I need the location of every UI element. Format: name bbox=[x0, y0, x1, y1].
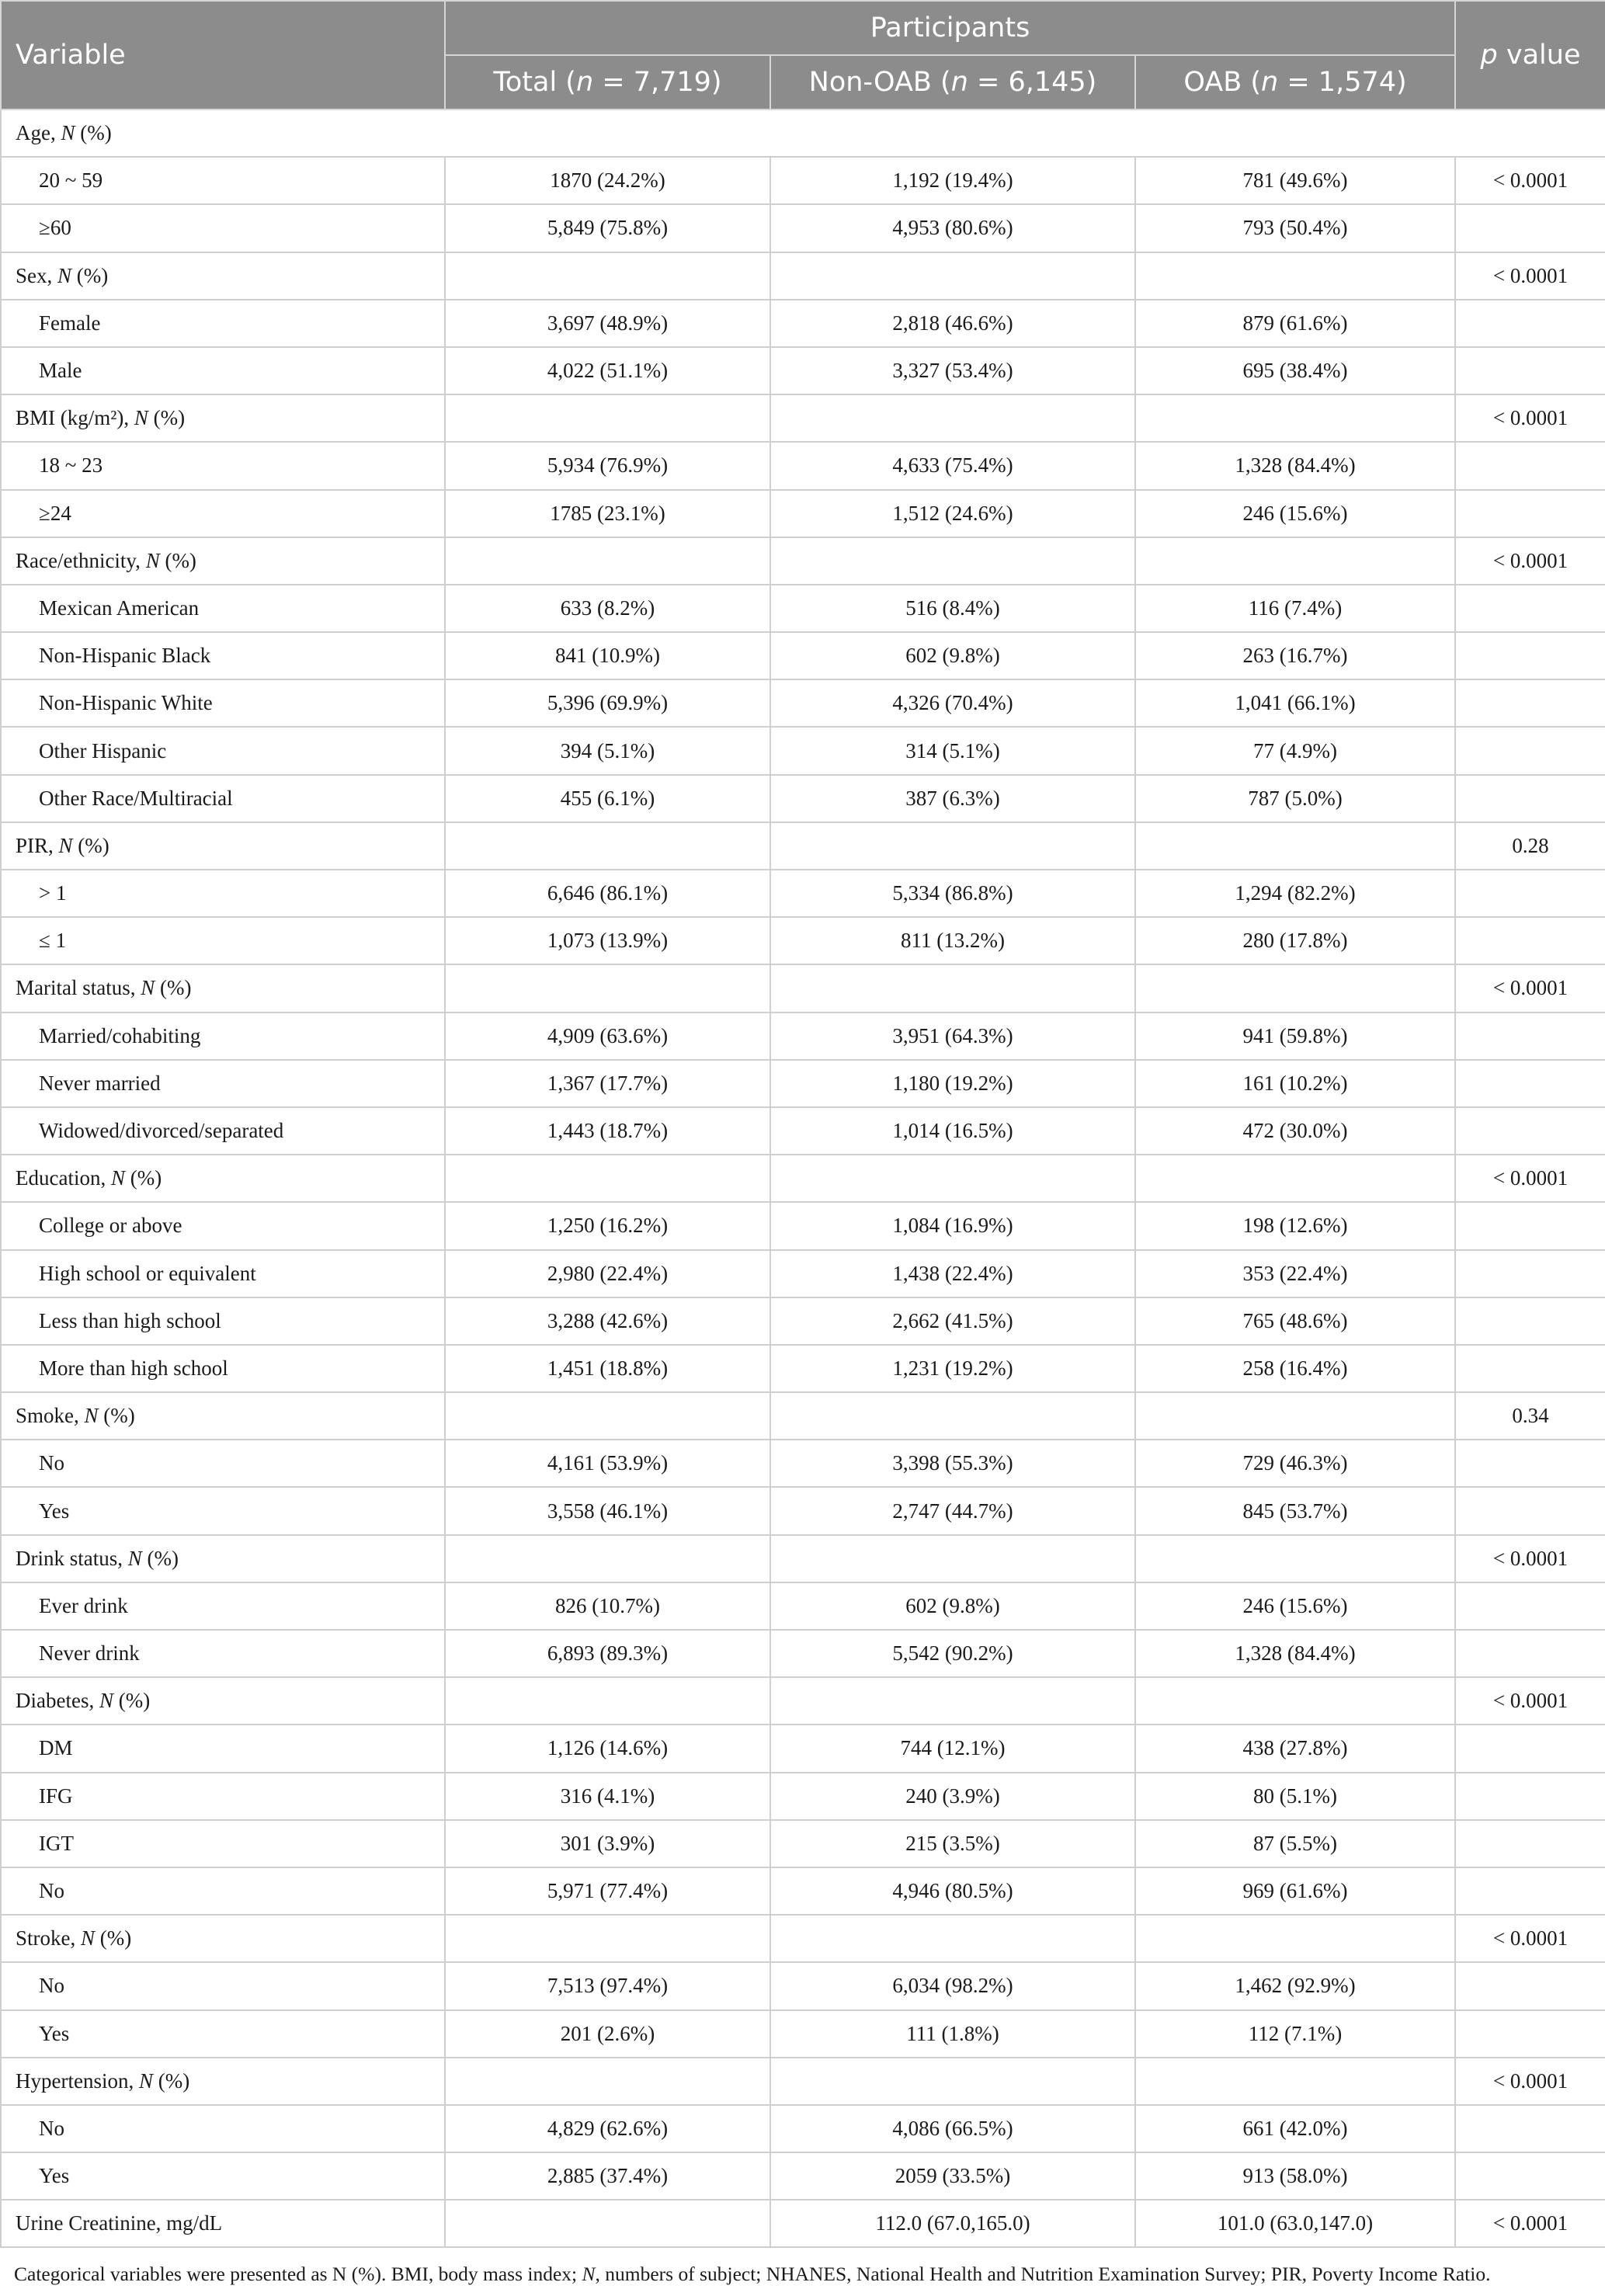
cell-total: 201 (2.6%) bbox=[445, 2010, 770, 2058]
cell-oab: 80 (5.1%) bbox=[1135, 1773, 1455, 1820]
table-row bbox=[1, 204, 1605, 252]
cell-non-oab: 2059 (33.5%) bbox=[770, 2152, 1135, 2200]
cell-oab: 1,328 (84.4%) bbox=[1135, 442, 1455, 489]
table-row bbox=[1, 109, 1605, 157]
cell-oab bbox=[1135, 822, 1455, 870]
cell-non-oab: 1,180 (19.2%) bbox=[770, 1060, 1135, 1107]
cell-label: Yes bbox=[1, 2010, 445, 2058]
cell-total: 4,829 (62.6%) bbox=[445, 2105, 770, 2152]
cell-non-oab: 811 (13.2%) bbox=[770, 917, 1135, 964]
cell-label: College or above bbox=[1, 1202, 445, 1249]
cell-non-oab: 5,542 (90.2%) bbox=[770, 1630, 1135, 1677]
table-row bbox=[1, 679, 1605, 727]
cell-label: Widowed/divorced/separated bbox=[1, 1107, 445, 1155]
cell-non-oab: 4,633 (75.4%) bbox=[770, 442, 1135, 489]
cell-total bbox=[445, 2058, 770, 2105]
cell-oab: 246 (15.6%) bbox=[1135, 490, 1455, 537]
table-row bbox=[1, 1345, 1605, 1392]
table-row bbox=[1, 2200, 1605, 2247]
cell-non-oab: 387 (6.3%) bbox=[770, 775, 1135, 822]
cell-p bbox=[1455, 1582, 1605, 1630]
table-row bbox=[1, 1725, 1605, 1772]
cell-oab: 472 (30.0%) bbox=[1135, 1107, 1455, 1155]
cell-non-oab: 111 (1.8%) bbox=[770, 2010, 1135, 2058]
cell-oab: 969 (61.6%) bbox=[1135, 1867, 1455, 1915]
cell-non-oab: 516 (8.4%) bbox=[770, 585, 1135, 632]
cell-non-oab: 3,327 (53.4%) bbox=[770, 347, 1135, 394]
table-row bbox=[1, 822, 1605, 870]
cell-oab bbox=[1135, 1915, 1455, 1962]
table-row bbox=[1, 1820, 1605, 1867]
cell-p bbox=[1455, 1867, 1605, 1915]
cell-oab: 87 (5.5%) bbox=[1135, 1820, 1455, 1867]
table-row bbox=[1, 1915, 1605, 1962]
cell-label: ≤ 1 bbox=[1, 917, 445, 964]
table-row bbox=[1, 1013, 1605, 1060]
cell-non-oab bbox=[770, 2058, 1135, 2105]
cell-non-oab: 240 (3.9%) bbox=[770, 1773, 1135, 1820]
cell-non-oab: 4,953 (80.6%) bbox=[770, 204, 1135, 252]
table-row bbox=[1, 585, 1605, 632]
cell-total: 5,934 (76.9%) bbox=[445, 442, 770, 489]
cell-non-oab bbox=[770, 1392, 1135, 1440]
cell-p bbox=[1455, 1013, 1605, 1060]
table-row bbox=[1, 1630, 1605, 1677]
header-variable: Variable bbox=[1, 1, 445, 109]
cell-p: < 0.0001 bbox=[1455, 394, 1605, 442]
cell-label: Ever drink bbox=[1, 1582, 445, 1630]
cell-non-oab bbox=[770, 1915, 1135, 1962]
cell-total: 5,849 (75.8%) bbox=[445, 204, 770, 252]
header-total: Total (n = 7,719) bbox=[445, 55, 770, 109]
cell-oab: 258 (16.4%) bbox=[1135, 1345, 1455, 1392]
cell-total bbox=[445, 252, 770, 300]
cell-p bbox=[1455, 490, 1605, 537]
cell-total: 6,646 (86.1%) bbox=[445, 870, 770, 917]
cell-non-oab bbox=[770, 1155, 1135, 1202]
table-row bbox=[1, 442, 1605, 489]
cell-oab bbox=[1135, 1677, 1455, 1725]
table-row bbox=[1, 252, 1605, 300]
table-row bbox=[1, 1677, 1605, 1725]
cell-p bbox=[1455, 1060, 1605, 1107]
cell-label: Hypertension, N (%) bbox=[1, 2058, 445, 2105]
cell-oab: 1,041 (66.1%) bbox=[1135, 679, 1455, 727]
table-body bbox=[1, 109, 1605, 2247]
cell-label: Education, N (%) bbox=[1, 1155, 445, 1202]
cell-oab: 913 (58.0%) bbox=[1135, 2152, 1455, 2200]
cell-label: Yes bbox=[1, 2152, 445, 2200]
cell-total bbox=[445, 2200, 770, 2247]
cell-total: 1,250 (16.2%) bbox=[445, 1202, 770, 1249]
cell-label: Married/cohabiting bbox=[1, 1013, 445, 1060]
cell-oab: 280 (17.8%) bbox=[1135, 917, 1455, 964]
cell-oab: 112 (7.1%) bbox=[1135, 2010, 1455, 2058]
table-row bbox=[1, 1202, 1605, 1249]
cell-label: Sex, N (%) bbox=[1, 252, 445, 300]
cell-p bbox=[1455, 1250, 1605, 1297]
cell-p bbox=[1455, 1630, 1605, 1677]
cell-p bbox=[1455, 2010, 1605, 2058]
cell-total bbox=[445, 822, 770, 870]
cell-non-oab: 5,334 (86.8%) bbox=[770, 870, 1135, 917]
cell-oab: 661 (42.0%) bbox=[1135, 2105, 1455, 2152]
cell-total bbox=[445, 964, 770, 1012]
cell-non-oab: 215 (3.5%) bbox=[770, 1820, 1135, 1867]
cell-total: 826 (10.7%) bbox=[445, 1582, 770, 1630]
cell-non-oab: 1,192 (19.4%) bbox=[770, 157, 1135, 204]
cell-total: 1,367 (17.7%) bbox=[445, 1060, 770, 1107]
cell-p bbox=[1455, 585, 1605, 632]
cell-non-oab: 2,662 (41.5%) bbox=[770, 1297, 1135, 1345]
table-row bbox=[1, 537, 1605, 585]
cell-oab: 729 (46.3%) bbox=[1135, 1440, 1455, 1487]
cell-total: 4,161 (53.9%) bbox=[445, 1440, 770, 1487]
cell-non-oab: 4,946 (80.5%) bbox=[770, 1867, 1135, 1915]
cell-total: 4,909 (63.6%) bbox=[445, 1013, 770, 1060]
cell-total: 3,697 (48.9%) bbox=[445, 300, 770, 347]
cell-oab: 438 (27.8%) bbox=[1135, 1725, 1455, 1772]
cell-p bbox=[1455, 2152, 1605, 2200]
table-row bbox=[1, 1582, 1605, 1630]
cell-total bbox=[445, 1915, 770, 1962]
cell-total: 2,980 (22.4%) bbox=[445, 1250, 770, 1297]
cell-label: Less than high school bbox=[1, 1297, 445, 1345]
cell-label: Marital status, N (%) bbox=[1, 964, 445, 1012]
table-row bbox=[1, 1060, 1605, 1107]
cell-total bbox=[445, 1155, 770, 1202]
cell-p bbox=[1455, 775, 1605, 822]
cell-non-oab bbox=[770, 1535, 1135, 1582]
table-row bbox=[1, 727, 1605, 774]
cell-oab: 781 (49.6%) bbox=[1135, 157, 1455, 204]
header-participants: Participants bbox=[445, 1, 1455, 55]
table-row bbox=[1, 1962, 1605, 2009]
cell-p: < 0.0001 bbox=[1455, 2058, 1605, 2105]
cell-p bbox=[1455, 1202, 1605, 1249]
cell-total: 5,396 (69.9%) bbox=[445, 679, 770, 727]
header-p-value: p value bbox=[1455, 1, 1605, 109]
cell-total: 301 (3.9%) bbox=[445, 1820, 770, 1867]
cell-label: Race/ethnicity, N (%) bbox=[1, 537, 445, 585]
cell-label: Age, N (%) bbox=[1, 109, 1605, 157]
cell-total: 455 (6.1%) bbox=[445, 775, 770, 822]
cell-p bbox=[1455, 917, 1605, 964]
cell-oab: 1,328 (84.4%) bbox=[1135, 1630, 1455, 1677]
cell-non-oab: 4,086 (66.5%) bbox=[770, 2105, 1135, 2152]
cell-p: < 0.0001 bbox=[1455, 1155, 1605, 1202]
cell-label: Other Hispanic bbox=[1, 727, 445, 774]
table-row bbox=[1, 1440, 1605, 1487]
cell-p bbox=[1455, 870, 1605, 917]
cell-oab bbox=[1135, 394, 1455, 442]
cell-label: Drink status, N (%) bbox=[1, 1535, 445, 1582]
cell-oab bbox=[1135, 252, 1455, 300]
cell-p bbox=[1455, 1487, 1605, 1534]
cell-p bbox=[1455, 1725, 1605, 1772]
cell-total: 1870 (24.2%) bbox=[445, 157, 770, 204]
cell-total: 3,558 (46.1%) bbox=[445, 1487, 770, 1534]
cell-total bbox=[445, 1392, 770, 1440]
table-row bbox=[1, 347, 1605, 394]
cell-oab: 77 (4.9%) bbox=[1135, 727, 1455, 774]
table-row bbox=[1, 300, 1605, 347]
cell-p: 0.34 bbox=[1455, 1392, 1605, 1440]
cell-label: DM bbox=[1, 1725, 445, 1772]
table-row bbox=[1, 1155, 1605, 1202]
cell-non-oab bbox=[770, 252, 1135, 300]
table-row bbox=[1, 394, 1605, 442]
table-row bbox=[1, 632, 1605, 679]
cell-label: Diabetes, N (%) bbox=[1, 1677, 445, 1725]
cell-non-oab: 112.0 (67.0,165.0) bbox=[770, 2200, 1135, 2247]
cell-total: 1,073 (13.9%) bbox=[445, 917, 770, 964]
cell-non-oab: 602 (9.8%) bbox=[770, 1582, 1135, 1630]
cell-p: < 0.0001 bbox=[1455, 1915, 1605, 1962]
cell-oab: 793 (50.4%) bbox=[1135, 204, 1455, 252]
cell-non-oab: 1,231 (19.2%) bbox=[770, 1345, 1135, 1392]
cell-oab bbox=[1135, 964, 1455, 1012]
cell-p bbox=[1455, 442, 1605, 489]
cell-non-oab: 2,747 (44.7%) bbox=[770, 1487, 1135, 1534]
cell-label: Yes bbox=[1, 1487, 445, 1534]
cell-total: 1,443 (18.7%) bbox=[445, 1107, 770, 1155]
cell-oab bbox=[1135, 1535, 1455, 1582]
cell-total: 5,971 (77.4%) bbox=[445, 1867, 770, 1915]
cell-non-oab: 1,438 (22.4%) bbox=[770, 1250, 1135, 1297]
cell-oab: 765 (48.6%) bbox=[1135, 1297, 1455, 1345]
cell-non-oab: 1,084 (16.9%) bbox=[770, 1202, 1135, 1249]
cell-p: < 0.0001 bbox=[1455, 537, 1605, 585]
cell-p bbox=[1455, 727, 1605, 774]
table-row bbox=[1, 1487, 1605, 1534]
cell-label: 18 ~ 23 bbox=[1, 442, 445, 489]
cell-p: < 0.0001 bbox=[1455, 1535, 1605, 1582]
cell-p bbox=[1455, 1820, 1605, 1867]
cell-label: Urine Creatinine, mg/dL bbox=[1, 2200, 445, 2247]
cell-non-oab: 3,398 (55.3%) bbox=[770, 1440, 1135, 1487]
cell-label: > 1 bbox=[1, 870, 445, 917]
table-row bbox=[1, 2152, 1605, 2200]
cell-total: 3,288 (42.6%) bbox=[445, 1297, 770, 1345]
cell-p bbox=[1455, 1440, 1605, 1487]
table-row bbox=[1, 1867, 1605, 1915]
cell-total bbox=[445, 1677, 770, 1725]
cell-oab: 161 (10.2%) bbox=[1135, 1060, 1455, 1107]
cell-non-oab: 3,951 (64.3%) bbox=[770, 1013, 1135, 1060]
table-row bbox=[1, 490, 1605, 537]
cell-p: 0.28 bbox=[1455, 822, 1605, 870]
cell-total bbox=[445, 394, 770, 442]
table-row bbox=[1, 1107, 1605, 1155]
cell-oab bbox=[1135, 537, 1455, 585]
cell-total: 1,451 (18.8%) bbox=[445, 1345, 770, 1392]
cell-label: Stroke, N (%) bbox=[1, 1915, 445, 1962]
cell-total: 394 (5.1%) bbox=[445, 727, 770, 774]
cell-oab bbox=[1135, 2058, 1455, 2105]
cell-p bbox=[1455, 1345, 1605, 1392]
cell-non-oab: 744 (12.1%) bbox=[770, 1725, 1135, 1772]
cell-p bbox=[1455, 2105, 1605, 2152]
cell-label: PIR, N (%) bbox=[1, 822, 445, 870]
cell-p bbox=[1455, 1297, 1605, 1345]
table-row bbox=[1, 1392, 1605, 1440]
table-header bbox=[1, 1, 1605, 109]
cell-oab: 198 (12.6%) bbox=[1135, 1202, 1455, 1249]
cell-p: < 0.0001 bbox=[1455, 964, 1605, 1012]
cell-total: 841 (10.9%) bbox=[445, 632, 770, 679]
cell-label: Non-Hispanic White bbox=[1, 679, 445, 727]
cell-total: 4,022 (51.1%) bbox=[445, 347, 770, 394]
cell-p bbox=[1455, 1773, 1605, 1820]
cell-total: 316 (4.1%) bbox=[445, 1773, 770, 1820]
cell-oab: 101.0 (63.0,147.0) bbox=[1135, 2200, 1455, 2247]
cell-non-oab: 1,512 (24.6%) bbox=[770, 490, 1135, 537]
cell-oab: 1,462 (92.9%) bbox=[1135, 1962, 1455, 2009]
cell-oab: 695 (38.4%) bbox=[1135, 347, 1455, 394]
cell-label: ≥24 bbox=[1, 490, 445, 537]
cell-label: Mexican American bbox=[1, 585, 445, 632]
cell-label: IFG bbox=[1, 1773, 445, 1820]
cell-total bbox=[445, 537, 770, 585]
table-row bbox=[1, 2105, 1605, 2152]
cell-p bbox=[1455, 1107, 1605, 1155]
cell-label: ≥60 bbox=[1, 204, 445, 252]
cell-non-oab: 6,034 (98.2%) bbox=[770, 1962, 1135, 2009]
table-row bbox=[1, 775, 1605, 822]
table-row bbox=[1, 1535, 1605, 1582]
cell-non-oab bbox=[770, 537, 1135, 585]
cell-total: 633 (8.2%) bbox=[445, 585, 770, 632]
cell-oab: 1,294 (82.2%) bbox=[1135, 870, 1455, 917]
cell-oab: 353 (22.4%) bbox=[1135, 1250, 1455, 1297]
cell-label: Smoke, N (%) bbox=[1, 1392, 445, 1440]
cell-oab: 246 (15.6%) bbox=[1135, 1582, 1455, 1630]
cell-p bbox=[1455, 300, 1605, 347]
cell-label: No bbox=[1, 1962, 445, 2009]
cell-label: Non-Hispanic Black bbox=[1, 632, 445, 679]
cell-p: < 0.0001 bbox=[1455, 157, 1605, 204]
cell-label: Female bbox=[1, 300, 445, 347]
cell-label: 20 ~ 59 bbox=[1, 157, 445, 204]
header-non-oab: Non-OAB (n = 6,145) bbox=[770, 55, 1135, 109]
cell-label: More than high school bbox=[1, 1345, 445, 1392]
cell-label: Never married bbox=[1, 1060, 445, 1107]
cell-oab: 263 (16.7%) bbox=[1135, 632, 1455, 679]
cell-label: No bbox=[1, 1867, 445, 1915]
cell-p bbox=[1455, 204, 1605, 252]
cell-label: Never drink bbox=[1, 1630, 445, 1677]
cell-p: < 0.0001 bbox=[1455, 1677, 1605, 1725]
cell-non-oab bbox=[770, 964, 1135, 1012]
cell-total: 2,885 (37.4%) bbox=[445, 2152, 770, 2200]
table-row bbox=[1, 1297, 1605, 1345]
cell-non-oab bbox=[770, 394, 1135, 442]
cell-p: < 0.0001 bbox=[1455, 2200, 1605, 2247]
cell-oab bbox=[1135, 1392, 1455, 1440]
table-row bbox=[1, 2058, 1605, 2105]
cell-label: IGT bbox=[1, 1820, 445, 1867]
cell-non-oab: 1,014 (16.5%) bbox=[770, 1107, 1135, 1155]
cell-p bbox=[1455, 632, 1605, 679]
cell-oab bbox=[1135, 1155, 1455, 1202]
table-row bbox=[1, 964, 1605, 1012]
header-oab: OAB (n = 1,574) bbox=[1135, 55, 1455, 109]
cell-label: Other Race/Multiracial bbox=[1, 775, 445, 822]
cell-label: High school or equivalent bbox=[1, 1250, 445, 1297]
cell-label: No bbox=[1, 1440, 445, 1487]
cell-non-oab bbox=[770, 822, 1135, 870]
cell-label: BMI (kg/m²), N (%) bbox=[1, 394, 445, 442]
cell-non-oab: 602 (9.8%) bbox=[770, 632, 1135, 679]
table-row bbox=[1, 2010, 1605, 2058]
cell-total: 7,513 (97.4%) bbox=[445, 1962, 770, 2009]
cell-label: No bbox=[1, 2105, 445, 2152]
cell-oab: 941 (59.8%) bbox=[1135, 1013, 1455, 1060]
cell-p bbox=[1455, 1962, 1605, 2009]
cell-non-oab: 4,326 (70.4%) bbox=[770, 679, 1135, 727]
cell-label: Male bbox=[1, 347, 445, 394]
cell-total bbox=[445, 1535, 770, 1582]
cell-oab: 116 (7.4%) bbox=[1135, 585, 1455, 632]
cell-p: < 0.0001 bbox=[1455, 252, 1605, 300]
table-footnote: Categorical variables were presented as N (%). BMI, body mass index; N, numbers of subject; NHANES, National Health and Nutrition Examination Survey; PIR, Poverty Income Ratio. bbox=[14, 2263, 1491, 2285]
cell-oab: 879 (61.6%) bbox=[1135, 300, 1455, 347]
cell-non-oab: 2,818 (46.6%) bbox=[770, 300, 1135, 347]
cell-p bbox=[1455, 679, 1605, 727]
table-row bbox=[1, 1250, 1605, 1297]
cell-p bbox=[1455, 347, 1605, 394]
table-row bbox=[1, 870, 1605, 917]
cell-non-oab bbox=[770, 1677, 1135, 1725]
cell-total: 1785 (23.1%) bbox=[445, 490, 770, 537]
cell-total: 6,893 (89.3%) bbox=[445, 1630, 770, 1677]
cell-oab: 787 (5.0%) bbox=[1135, 775, 1455, 822]
table-row bbox=[1, 157, 1605, 204]
cell-non-oab: 314 (5.1%) bbox=[770, 727, 1135, 774]
cell-total: 1,126 (14.6%) bbox=[445, 1725, 770, 1772]
table-row bbox=[1, 917, 1605, 964]
cell-oab: 845 (53.7%) bbox=[1135, 1487, 1455, 1534]
table-row bbox=[1, 1773, 1605, 1820]
